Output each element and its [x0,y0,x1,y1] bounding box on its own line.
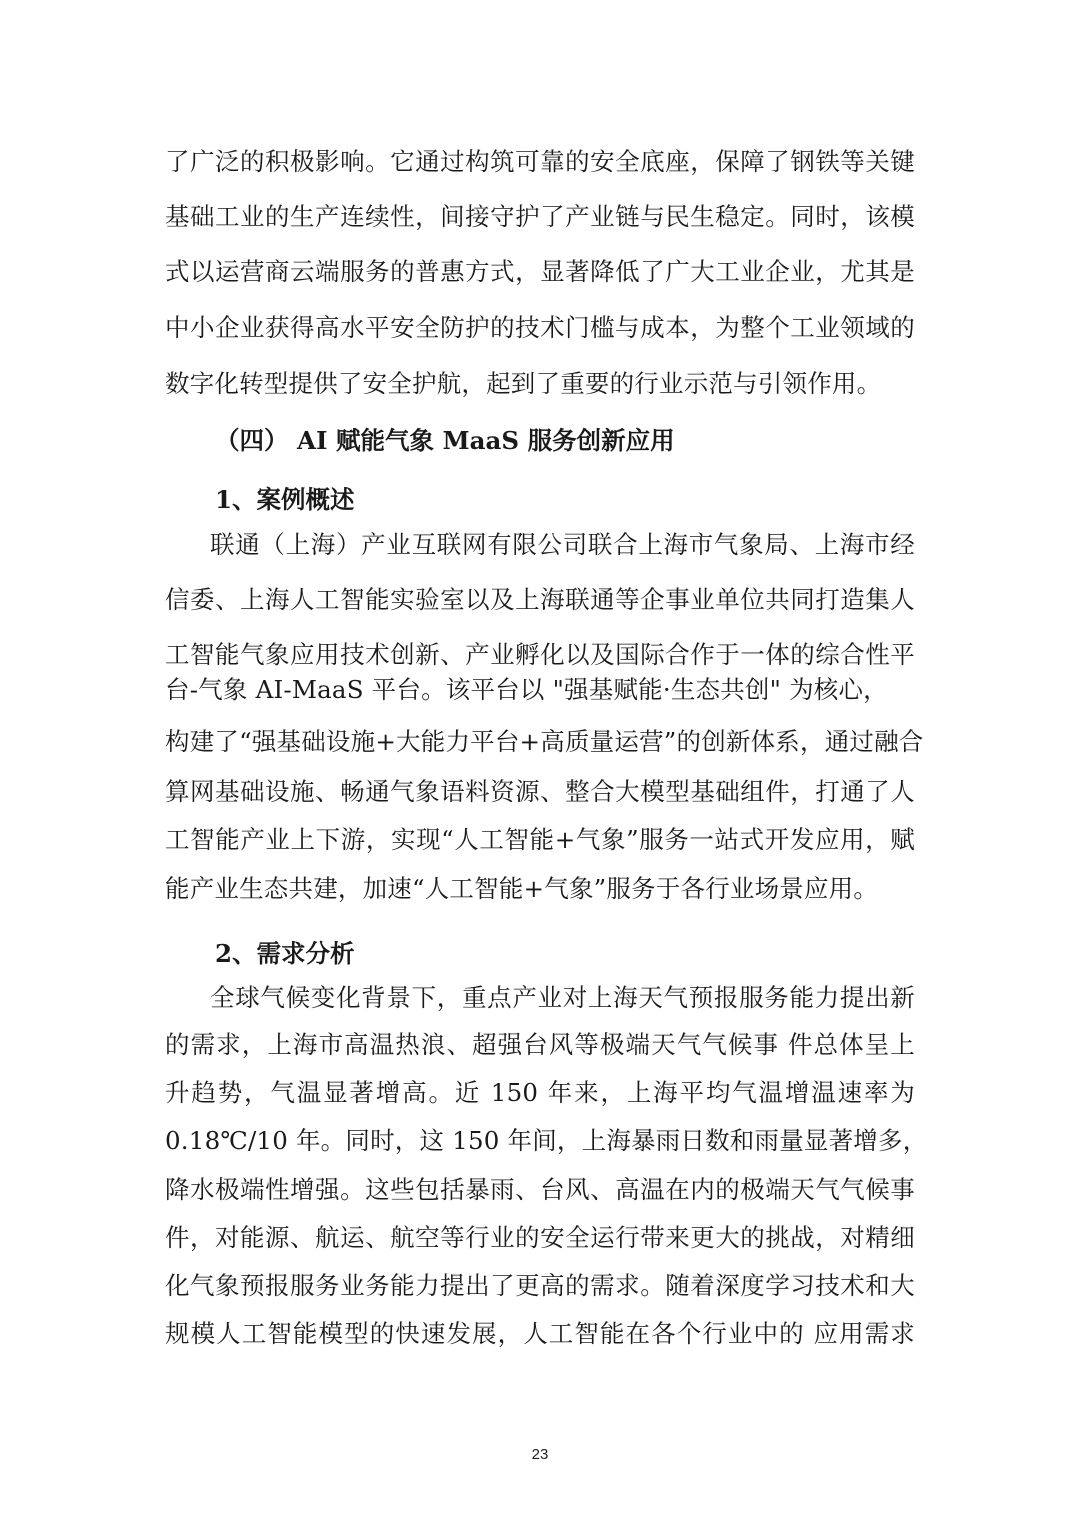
paragraph-line: 基础工业的生产连续性，间接守护了产业链与民生稳定。同时，该模 [165,202,915,231]
paragraph-line: 式以运营商云端服务的普惠方式，显著降低了广大工业企业，尤其是 [165,257,915,286]
paragraph-line: 构建了“强基础设施+大能力平台+高质量运营”的创新体系，通过融合 [165,727,924,756]
section-heading: （四） AI 赋能气象 MaaS 服务创新应用 [215,426,675,455]
subsection-heading-overview: 1、案例概述 [215,485,355,514]
paragraph-line: 件，对能源、航运、航空等行业的安全运行带来更大的挑战，对精细 [165,1223,915,1252]
subsection-heading-demand: 2、需求分析 [215,939,355,968]
paragraph-line: 升趋势，气温显著增高。近 150 年来，上海平均气温增温速率为 [165,1078,915,1107]
paragraph-line: 工智能产业上下游，实现“人工智能+气象”服务一站式开发应用，赋 [165,825,915,854]
paragraph-line: 信委、上海人工智能实验室以及上海联通等企事业单位共同打造集人 [165,585,915,614]
paragraph-line: 能产业生态共建，加速“人工智能+气象”服务于各行业场景应用。 [165,874,879,903]
paragraph-line: 数字化转型提供了安全护航，起到了重要的行业示范与引领作用。 [165,369,882,398]
paragraph-line: 的需求，上海市高温热浪、超强台风等极端天气气候事 件总体呈上 [165,1030,915,1059]
paragraph-line: 了广泛的积极影响。它通过构筑可靠的安全底座，保障了钢铁等关键 [165,147,915,176]
page-number: 23 [531,1446,549,1463]
paragraph-line: 联通（上海）产业互联网有限公司联合上海市气象局、上海市经 [210,530,915,559]
paragraph-line: 算网基础设施、畅通气象语料资源、整合大模型基础组件，打通了人 [165,777,915,806]
paragraph-line: 台-气象 AI-MaaS 平台。该平台以 "强基赋能·生态共创" 为核心， [165,675,888,704]
paragraph-line: 化气象预报服务业务能力提出了更高的需求。随着深度学习技术和大 [165,1271,915,1300]
paragraph-line: 0.18℃/10 年。同时，这 150 年间，上海暴雨日数和雨量显著增多， [165,1126,928,1155]
paragraph-line: 规模人工智能模型的快速发展，人工智能在各个行业中的 应用需求 [165,1319,915,1348]
paragraph-line: 中小企业获得高水平安全防护的技术门槛与成本，为整个工业领域的 [165,313,915,342]
paragraph-line: 全球气候变化背景下，重点产业对上海天气预报服务能力提出新 [210,983,915,1012]
paragraph-line: 工智能气象应用技术创新、产业孵化以及国际合作于一体的综合性平 [165,640,915,669]
paragraph-line: 降水极端性增强。这些包括暴雨、台风、高温在内的极端天气气候事 [165,1175,915,1204]
